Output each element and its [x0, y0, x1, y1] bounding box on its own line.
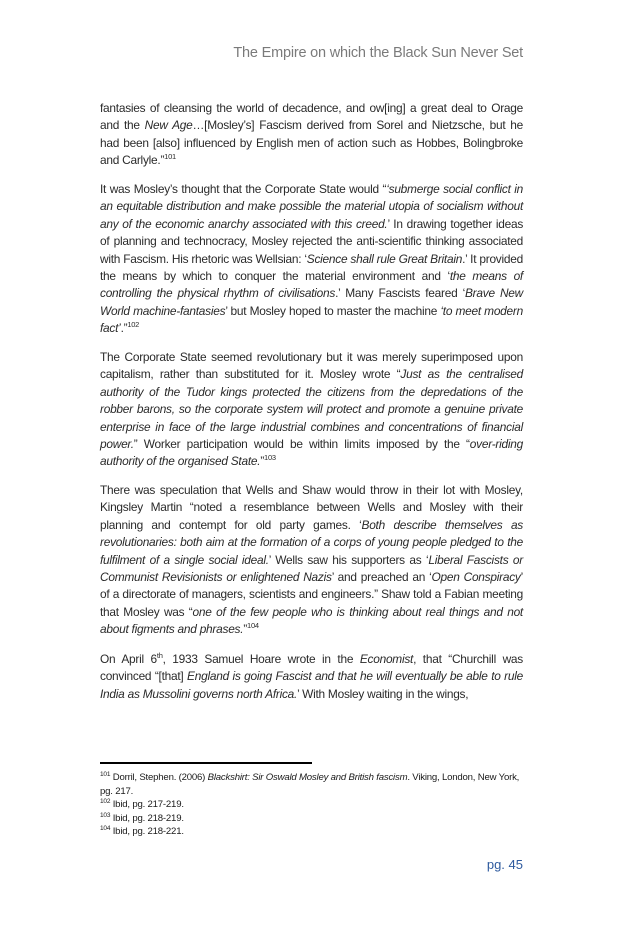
- footnote-separator: [100, 762, 312, 764]
- text-run: .’ It provided the means by which to conquer the material environment and ‘: [100, 251, 523, 284]
- footnote: [100, 771, 530, 798]
- text-run: , 1933 Samuel Hoare wrote in the: [162, 652, 360, 666]
- superscript: 104: [100, 825, 111, 832]
- italic-text: ‘submerge social conflict in an equitable distribution and make possible the material utopia of socialism without any of the economic anarchy associated with this creed.: [100, 182, 523, 231]
- italic-text: Open Conspiracy: [431, 570, 521, 585]
- italic-text: Just as the centralised authority of the Tudor kings protected the citizens from the depredations of the robber barons, so the corporate system will protect and promote a genuine private enterprise in face of the large industrial combines and concentrations of financial power.: [100, 367, 524, 452]
- text-run: .”: [120, 321, 128, 336]
- italic-text: Liberal Fascists or Communist Revisionists or enlightened Nazis: [100, 552, 523, 585]
- text-run: ”: [243, 622, 248, 637]
- text-run: Ibid, pg. 218-221.: [110, 826, 184, 837]
- paragraph: [100, 181, 523, 338]
- paragraph: [100, 651, 523, 703]
- italic-text: Economist: [359, 652, 414, 666]
- italic-text: Brave New World machine-fantasies: [100, 286, 524, 318]
- text-run: . Viking, London, New York, pg. 217.: [100, 772, 520, 797]
- text-run: The Corporate State seemed revolutionary but it was merely superimposed upon capitalism, rather than substituted for it. Mosley wrote “: [100, 350, 523, 382]
- text-run: ” Worker participation would be within limits imposed by the “: [133, 437, 470, 452]
- text-run: …[Mosley’s] Fascism derived from Sorel and Nietzsche, but he had been [also] influenced by English men of action such as Hobbes, Bolingbroke and Carlyle.”: [100, 118, 523, 168]
- italic-text: ‘to meet modern fact’: [100, 303, 523, 336]
- text-run: On April 6: [100, 652, 157, 666]
- superscript: 101: [100, 771, 111, 778]
- superscript: th: [156, 651, 163, 660]
- italic-text: Blackshirt: Sir Oswald Mosley and British fascism: [207, 772, 408, 783]
- text-run: ’ With Mosley waiting in the wings,: [297, 686, 469, 701]
- text-run: ’ In drawing together ideas of planning and technocracy, Mosley rejected the anti-scientific thinking associated with Fascism. His rhetoric was Wellsian: ‘: [100, 216, 524, 266]
- paragraph: [100, 100, 523, 170]
- text-run: ’ and preached an ‘: [331, 570, 432, 585]
- superscript: 104: [247, 621, 259, 631]
- footnote: [100, 825, 530, 839]
- italic-text: one of the few people who is thinking about real things and not about figments and phrases.: [100, 604, 523, 637]
- italic-text: New Age: [144, 118, 193, 133]
- text-run: , that “Churchill was convinced “[that]: [100, 652, 523, 684]
- footnote: [100, 812, 530, 826]
- text-run: There was speculation that Wells and Shaw would throw in their lot with Mosley, Kingsley Martin “noted a resemblance between Wells and Mosley with their planning and contempt for old party games. ‘: [100, 483, 523, 532]
- text-run: ’ but Mosley hoped to master the machine: [225, 303, 441, 318]
- italic-text: England is going Fascist and that he will eventually be able to rule India as Mussolini governs north Africa.: [100, 669, 523, 701]
- text-run: .’ Many Fascists feared ‘: [335, 286, 465, 301]
- page-number: pg. 45: [486, 857, 523, 872]
- superscript: 101: [164, 152, 176, 162]
- superscript: 102: [127, 320, 140, 330]
- text-run: Ibid, pg. 217-219.: [110, 799, 184, 810]
- paragraph: [100, 482, 523, 639]
- running-header: The Empire on which the Black Sun Never Set: [233, 45, 523, 61]
- text-run: fantasies of cleansing the world of decadence, and ow[ing] a great deal to Orage and the: [100, 101, 523, 133]
- superscript: 103: [100, 811, 111, 819]
- text-run: ’ Wells saw his supporters as ‘: [268, 552, 429, 567]
- text-run: It was Mosley’s thought that the Corporate State would “: [100, 182, 387, 196]
- italic-text: the means of controlling the physical rhythm of civilisations: [100, 269, 523, 301]
- italic-text: Both describe themselves as revolutionaries: both aim at the formation of a corps of young people pledged to the fulfilment of a single social ideal.: [100, 517, 524, 567]
- text-run: ”: [260, 454, 265, 469]
- italic-text: over-riding authority of the organised State.: [100, 437, 523, 469]
- text-run: ’ of a directorate of managers, scientists and engineers.” Shaw told a Fabian meeting that Mosley was “: [100, 570, 523, 619]
- superscript: 103: [264, 453, 276, 463]
- italic-text: Science shall rule Great Britain: [306, 251, 463, 266]
- text-run: Ibid, pg. 218-219.: [110, 812, 184, 824]
- footnote: [100, 798, 530, 812]
- paragraph: [100, 349, 523, 471]
- text-run: Dorril, Stephen. (2006): [110, 772, 208, 783]
- superscript: 102: [100, 798, 111, 805]
- footnotes: [100, 771, 530, 839]
